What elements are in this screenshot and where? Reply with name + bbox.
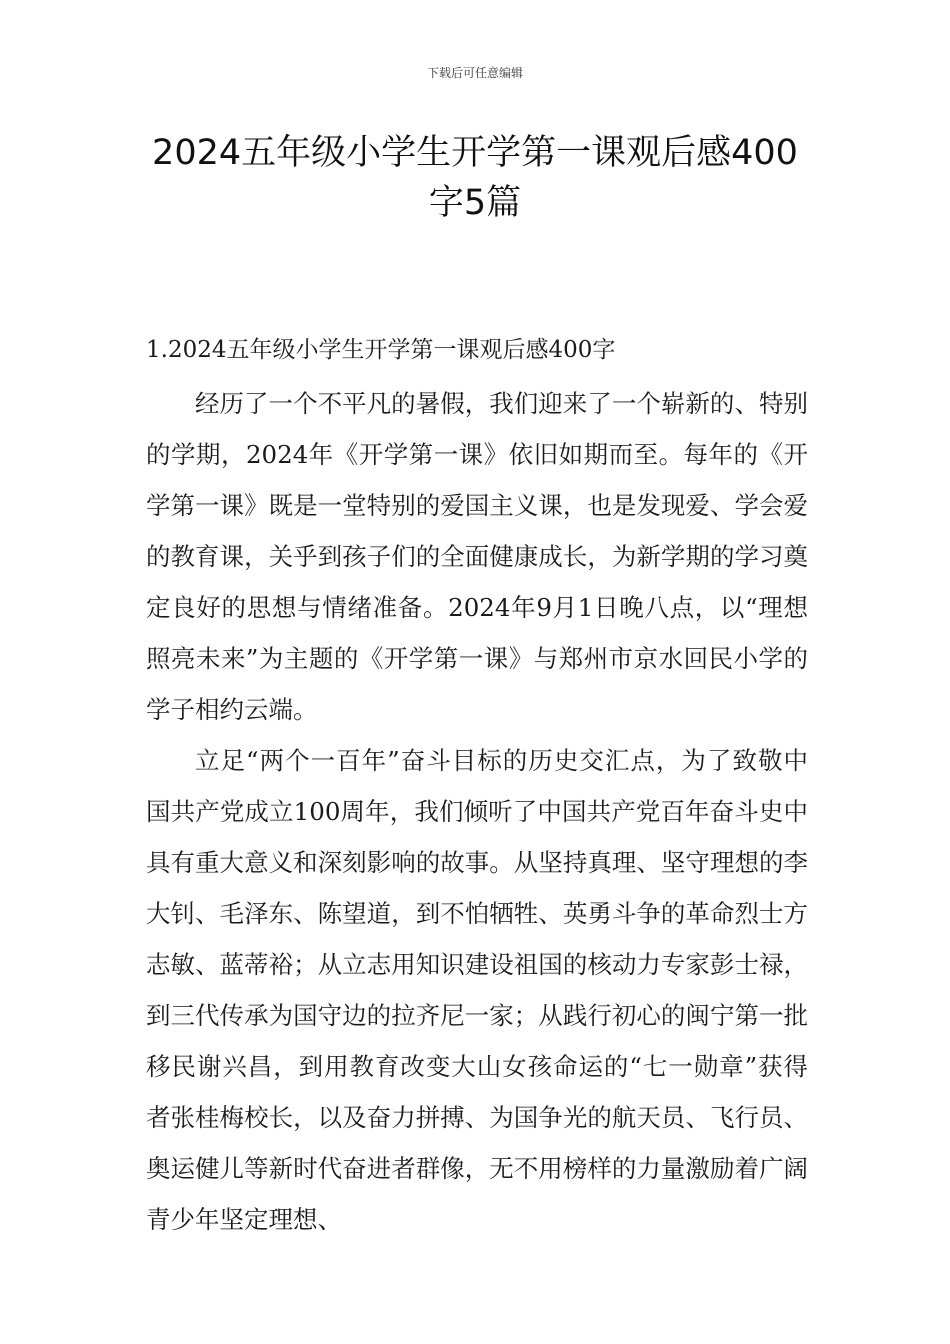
body-paragraph: 经历了一个不平凡的暑假，我们迎来了一个崭新的、特别的学期，2024年《开学第一课》依旧如期而至。每年的《开学第一课》既是一堂特别的爱国主义课，也是发现爱、学会爱的教育课，关乎到孩子们的全面健康成长，为新学期的学习奠定良好的思想与情绪准备。2024年9月1日晚八点，以“理想照亮未来”为主题的《开学第一课》与郑州市京水回民小学的学子相约云端。 bbox=[146, 389, 808, 724]
body-paragraph: 立足“两个一百年”奋斗目标的历史交汇点，为了致敬中国共产党成立100周年，我们倾听了中国共产党百年奋斗史中具有重大意义和深刻影响的故事。从坚持真理、坚守理想的李大钊、毛泽东、陈望道，到不怕牺牲、英勇斗争的革命烈士方志敏、蓝蒂裕；从立志用知识建设祖国的核动力专家彭士禄，到三代传承为国守边的拉齐尼一家；从践行初心的闽宁第一批移民谢兴昌，到用教育改变大山女孩命运的“七一勋章”获得者张桂梅校长，以及奋力拼搏、为国争光的航天员、飞行员、奥运健儿等新时代奋进者群像，无不用榜样的力量激励着广阔青少年坚定理想、 bbox=[146, 746, 808, 1234]
section-heading: 1.2024五年级小学生开学第一课观后感400字 bbox=[146, 337, 616, 363]
header-note: 下载后可任意编辑 bbox=[426, 66, 523, 80]
document-body bbox=[146, 378, 808, 1245]
document-title: 2024五年级小学生开学第一课观后感400字5篇 bbox=[152, 133, 798, 223]
